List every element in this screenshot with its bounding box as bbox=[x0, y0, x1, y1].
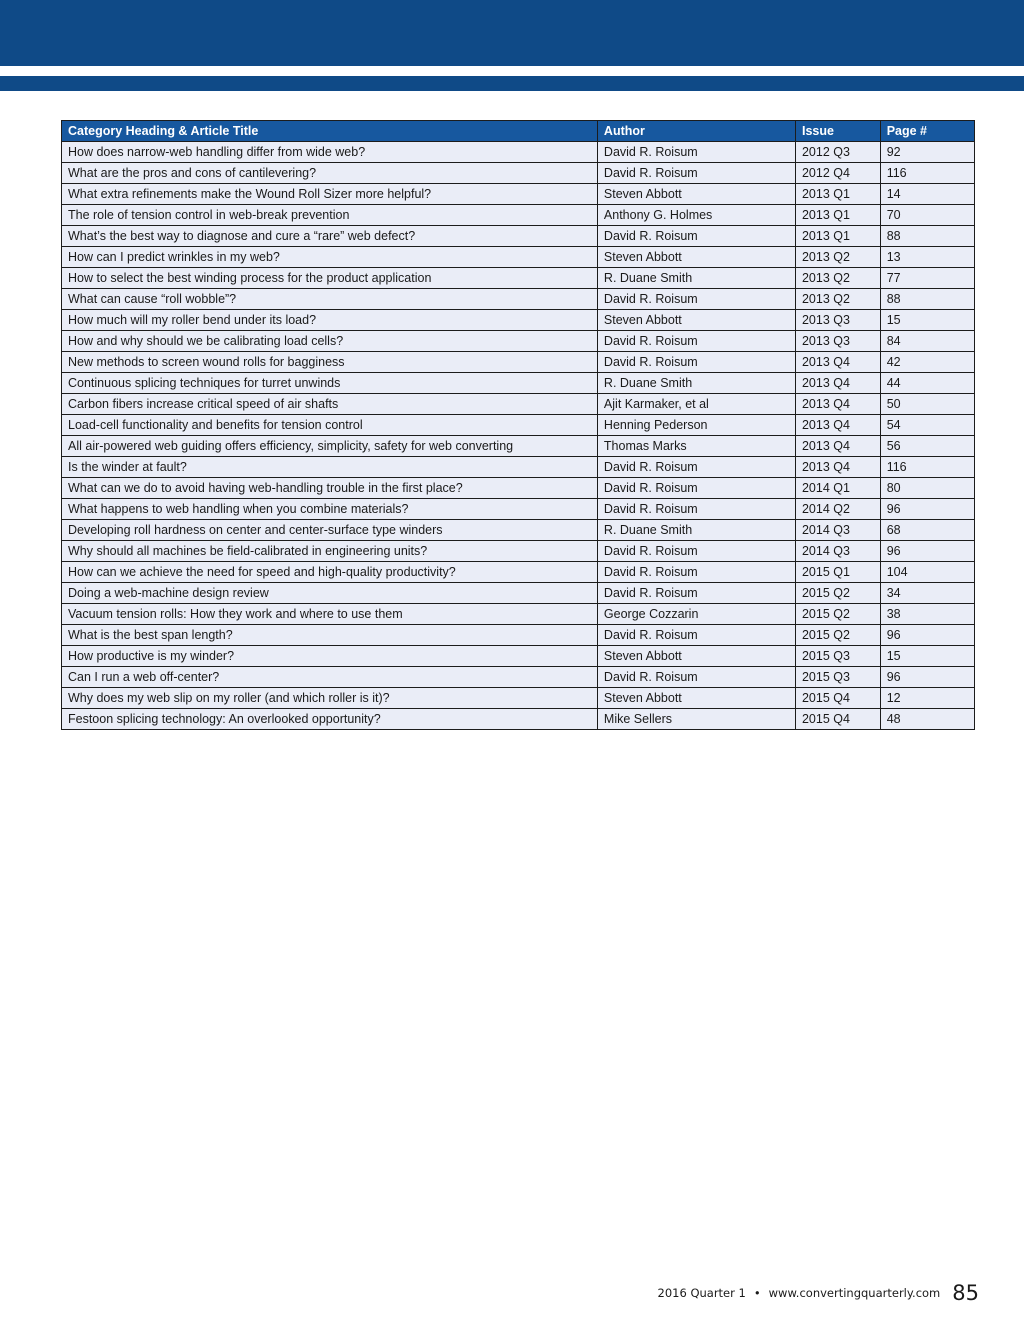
table-row bbox=[62, 562, 975, 583]
cell-page: 96 bbox=[880, 625, 974, 646]
cell-issue: 2012 Q4 bbox=[795, 163, 880, 184]
table-row bbox=[62, 436, 975, 457]
header-band bbox=[0, 0, 1024, 66]
cell-title: Is the winder at fault? bbox=[62, 457, 598, 478]
cell-title: New methods to screen wound rolls for bagginess bbox=[62, 352, 598, 373]
table-row bbox=[62, 142, 975, 163]
cell-issue: 2013 Q4 bbox=[795, 394, 880, 415]
cell-title: Doing a web-machine design review bbox=[62, 583, 598, 604]
header-stripe bbox=[0, 76, 1024, 91]
cell-title: What can cause “roll wobble”? bbox=[62, 289, 598, 310]
cell-title: What can we do to avoid having web-handling trouble in the first place? bbox=[62, 478, 598, 499]
cell-issue: 2013 Q1 bbox=[795, 226, 880, 247]
cell-title: What extra refinements make the Wound Roll Sizer more helpful? bbox=[62, 184, 598, 205]
table-row bbox=[62, 499, 975, 520]
cell-author: Thomas Marks bbox=[597, 436, 795, 457]
cell-page: 96 bbox=[880, 499, 974, 520]
cell-page: 80 bbox=[880, 478, 974, 499]
table-row bbox=[62, 163, 975, 184]
cell-issue: 2015 Q3 bbox=[795, 667, 880, 688]
cell-issue: 2013 Q3 bbox=[795, 331, 880, 352]
cell-issue: 2012 Q3 bbox=[795, 142, 880, 163]
cell-page: 84 bbox=[880, 331, 974, 352]
cell-title: How does narrow-web handling differ from wide web? bbox=[62, 142, 598, 163]
cell-page: 92 bbox=[880, 142, 974, 163]
table-row bbox=[62, 604, 975, 625]
cell-author: David R. Roisum bbox=[597, 478, 795, 499]
cell-title: What’s the best way to diagnose and cure a “rare” web defect? bbox=[62, 226, 598, 247]
table-row bbox=[62, 457, 975, 478]
cell-issue: 2013 Q4 bbox=[795, 373, 880, 394]
cell-page: 12 bbox=[880, 688, 974, 709]
cell-author: Steven Abbott bbox=[597, 247, 795, 268]
table-row bbox=[62, 688, 975, 709]
table-row bbox=[62, 205, 975, 226]
table-row bbox=[62, 709, 975, 730]
cell-author: David R. Roisum bbox=[597, 352, 795, 373]
table-row bbox=[62, 268, 975, 289]
cell-title: Can I run a web off-center? bbox=[62, 667, 598, 688]
cell-title: How much will my roller bend under its load? bbox=[62, 310, 598, 331]
cell-author: David R. Roisum bbox=[597, 163, 795, 184]
cell-title: Developing roll hardness on center and center-surface type winders bbox=[62, 520, 598, 541]
cell-author: David R. Roisum bbox=[597, 625, 795, 646]
cell-issue: 2013 Q2 bbox=[795, 247, 880, 268]
cell-issue: 2015 Q1 bbox=[795, 562, 880, 583]
cell-author: David R. Roisum bbox=[597, 667, 795, 688]
cell-title: Why should all machines be field-calibrated in engineering units? bbox=[62, 541, 598, 562]
cell-author: George Cozzarin bbox=[597, 604, 795, 625]
cell-title: What are the pros and cons of cantilevering? bbox=[62, 163, 598, 184]
cell-page: 116 bbox=[880, 163, 974, 184]
column-header-page: Page # bbox=[880, 121, 974, 142]
cell-title: All air-powered web guiding offers efficiency, simplicity, safety for web converting bbox=[62, 436, 598, 457]
column-header-author: Author bbox=[597, 121, 795, 142]
footer-url: www.convertingquarterly.com bbox=[768, 1286, 941, 1300]
table-row bbox=[62, 415, 975, 436]
cell-author: R. Duane Smith bbox=[597, 373, 795, 394]
table-row bbox=[62, 583, 975, 604]
cell-title: Vacuum tension rolls: How they work and where to use them bbox=[62, 604, 598, 625]
cell-author: R. Duane Smith bbox=[597, 520, 795, 541]
header-divider bbox=[0, 66, 1024, 76]
cell-issue: 2013 Q4 bbox=[795, 352, 880, 373]
cell-issue: 2015 Q3 bbox=[795, 646, 880, 667]
table-row bbox=[62, 625, 975, 646]
table-header-row bbox=[62, 121, 975, 142]
cell-page: 77 bbox=[880, 268, 974, 289]
cell-issue: 2013 Q4 bbox=[795, 457, 880, 478]
cell-author: Ajit Karmaker, et al bbox=[597, 394, 795, 415]
cell-title: Why does my web slip on my roller (and which roller is it)? bbox=[62, 688, 598, 709]
cell-issue: 2013 Q2 bbox=[795, 268, 880, 289]
cell-issue: 2013 Q1 bbox=[795, 184, 880, 205]
cell-author: Steven Abbott bbox=[597, 184, 795, 205]
table-row bbox=[62, 352, 975, 373]
cell-author: David R. Roisum bbox=[597, 331, 795, 352]
cell-page: 38 bbox=[880, 604, 974, 625]
cell-author: David R. Roisum bbox=[597, 142, 795, 163]
cell-author: David R. Roisum bbox=[597, 226, 795, 247]
cell-page: 88 bbox=[880, 226, 974, 247]
cell-issue: 2014 Q3 bbox=[795, 541, 880, 562]
page-number: 85 bbox=[952, 1281, 979, 1305]
table-row bbox=[62, 226, 975, 247]
cell-issue: 2013 Q3 bbox=[795, 310, 880, 331]
cell-author: Mike Sellers bbox=[597, 709, 795, 730]
cell-title: Load-cell functionality and benefits for tension control bbox=[62, 415, 598, 436]
cell-title: The role of tension control in web-break prevention bbox=[62, 205, 598, 226]
cell-page: 44 bbox=[880, 373, 974, 394]
cell-page: 56 bbox=[880, 436, 974, 457]
footer-bullet: • bbox=[753, 1286, 761, 1300]
article-index-table bbox=[61, 120, 975, 730]
cell-page: 34 bbox=[880, 583, 974, 604]
cell-issue: 2015 Q2 bbox=[795, 604, 880, 625]
table-body bbox=[62, 142, 975, 730]
cell-author: Henning Pederson bbox=[597, 415, 795, 436]
cell-author: David R. Roisum bbox=[597, 562, 795, 583]
table-row bbox=[62, 289, 975, 310]
cell-title: How can we achieve the need for speed and high-quality productivity? bbox=[62, 562, 598, 583]
cell-issue: 2015 Q4 bbox=[795, 709, 880, 730]
cell-title: Carbon fibers increase critical speed of air shafts bbox=[62, 394, 598, 415]
cell-page: 88 bbox=[880, 289, 974, 310]
cell-issue: 2014 Q3 bbox=[795, 520, 880, 541]
page-footer bbox=[658, 1281, 979, 1305]
cell-title: How can I predict wrinkles in my web? bbox=[62, 247, 598, 268]
cell-issue: 2013 Q1 bbox=[795, 205, 880, 226]
cell-page: 48 bbox=[880, 709, 974, 730]
cell-author: Steven Abbott bbox=[597, 688, 795, 709]
cell-page: 42 bbox=[880, 352, 974, 373]
cell-author: Steven Abbott bbox=[597, 646, 795, 667]
cell-page: 116 bbox=[880, 457, 974, 478]
cell-title: How to select the best winding process for the product application bbox=[62, 268, 598, 289]
cell-page: 70 bbox=[880, 205, 974, 226]
cell-issue: 2013 Q2 bbox=[795, 289, 880, 310]
cell-title: Festoon splicing technology: An overlooked opportunity? bbox=[62, 709, 598, 730]
table-row bbox=[62, 667, 975, 688]
cell-issue: 2013 Q4 bbox=[795, 436, 880, 457]
cell-author: R. Duane Smith bbox=[597, 268, 795, 289]
table-row bbox=[62, 541, 975, 562]
cell-page: 15 bbox=[880, 310, 974, 331]
cell-issue: 2014 Q2 bbox=[795, 499, 880, 520]
cell-title: Continuous splicing techniques for turret unwinds bbox=[62, 373, 598, 394]
column-header-title: Category Heading & Article Title bbox=[62, 121, 598, 142]
cell-page: 50 bbox=[880, 394, 974, 415]
cell-title: How productive is my winder? bbox=[62, 646, 598, 667]
cell-issue: 2015 Q4 bbox=[795, 688, 880, 709]
table-row bbox=[62, 520, 975, 541]
table-row bbox=[62, 646, 975, 667]
cell-page: 104 bbox=[880, 562, 974, 583]
table-row bbox=[62, 247, 975, 268]
cell-author: David R. Roisum bbox=[597, 289, 795, 310]
cell-page: 15 bbox=[880, 646, 974, 667]
cell-page: 14 bbox=[880, 184, 974, 205]
cell-issue: 2013 Q4 bbox=[795, 415, 880, 436]
cell-issue: 2014 Q1 bbox=[795, 478, 880, 499]
table-row bbox=[62, 310, 975, 331]
cell-title: What happens to web handling when you combine materials? bbox=[62, 499, 598, 520]
cell-page: 54 bbox=[880, 415, 974, 436]
cell-issue: 2015 Q2 bbox=[795, 625, 880, 646]
cell-author: David R. Roisum bbox=[597, 541, 795, 562]
cell-page: 13 bbox=[880, 247, 974, 268]
table-row bbox=[62, 478, 975, 499]
cell-title: How and why should we be calibrating load cells? bbox=[62, 331, 598, 352]
cell-author: Steven Abbott bbox=[597, 310, 795, 331]
column-header-issue: Issue bbox=[795, 121, 880, 142]
cell-page: 96 bbox=[880, 541, 974, 562]
footer-issue: 2016 Quarter 1 bbox=[657, 1286, 746, 1300]
cell-author: Anthony G. Holmes bbox=[597, 205, 795, 226]
table-row bbox=[62, 373, 975, 394]
cell-page: 68 bbox=[880, 520, 974, 541]
cell-issue: 2015 Q2 bbox=[795, 583, 880, 604]
cell-author: David R. Roisum bbox=[597, 499, 795, 520]
table-row bbox=[62, 184, 975, 205]
cell-author: David R. Roisum bbox=[597, 583, 795, 604]
cell-title: What is the best span length? bbox=[62, 625, 598, 646]
cell-author: David R. Roisum bbox=[597, 457, 795, 478]
table-row bbox=[62, 394, 975, 415]
cell-page: 96 bbox=[880, 667, 974, 688]
table-row bbox=[62, 331, 975, 352]
